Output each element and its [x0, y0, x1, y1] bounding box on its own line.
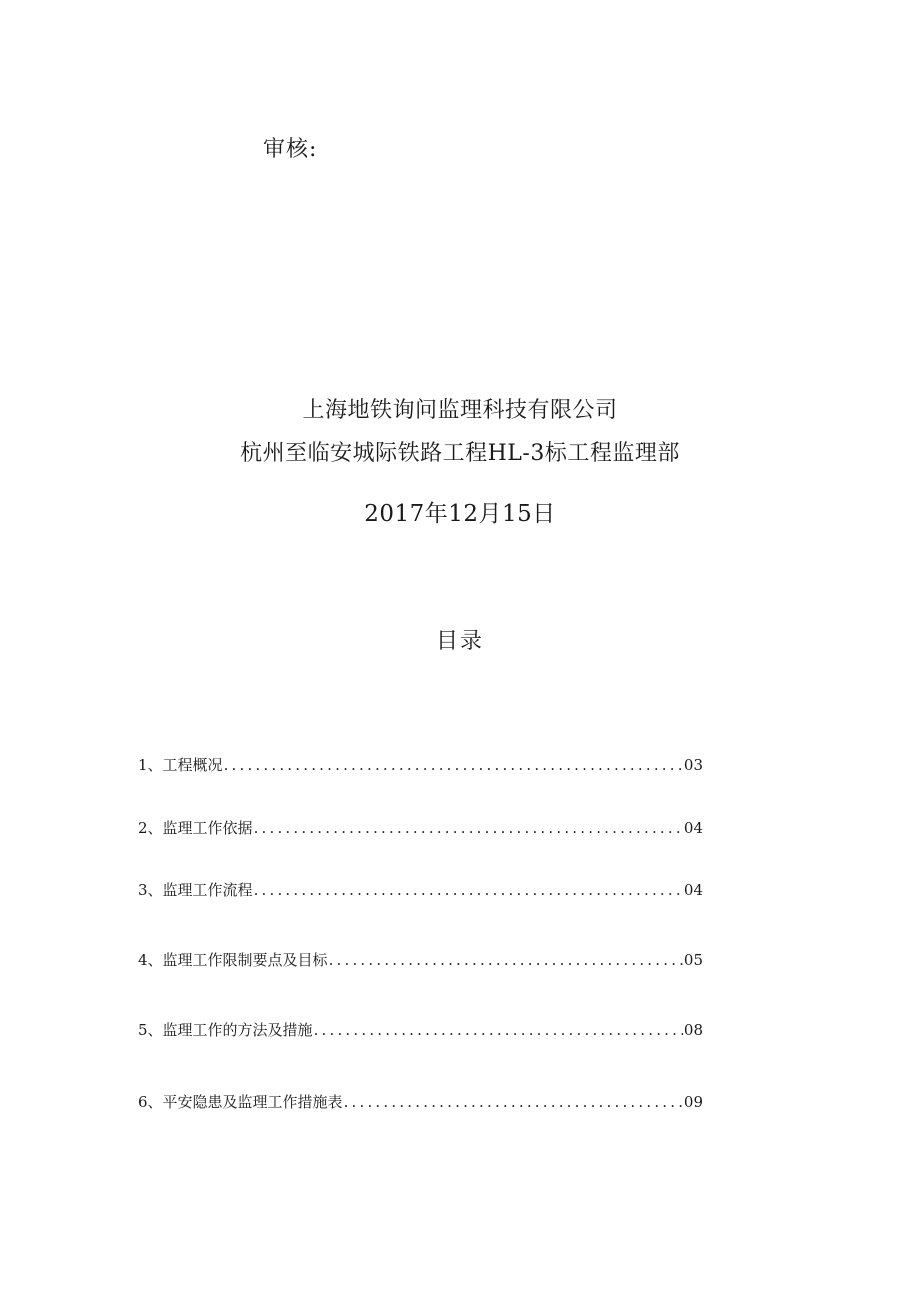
toc-item-label: 监理工作的方法及措施 [162, 1021, 313, 1039]
toc-item-page: 05 [683, 951, 703, 969]
toc-dot-leader [254, 819, 683, 837]
toc-item-number: 6、 [138, 1093, 163, 1111]
toc-item-number: 3、 [138, 881, 163, 899]
project-department: 杭州至临安城际铁路工程HL-3标工程监理部 [240, 441, 680, 466]
toc-dot-leader [329, 951, 683, 969]
toc-dot-leader [254, 881, 683, 899]
toc-item-label: 监理工作限制要点及目标 [162, 951, 328, 969]
toc-item[interactable] [138, 1091, 703, 1113]
toc-item-page: 04 [683, 819, 703, 837]
toc-item-page: 09 [683, 1093, 703, 1111]
toc-title: 目录 [435, 629, 484, 654]
toc-item[interactable] [138, 879, 703, 901]
toc-item[interactable] [138, 949, 703, 971]
toc-item-label: 监理工作流程 [162, 881, 253, 899]
toc-item-number: 1、 [138, 756, 163, 774]
company-name: 上海地铁询问监理科技有限公司 [302, 398, 618, 423]
toc-item[interactable] [138, 1019, 703, 1041]
reviewer-label: 审核: [263, 137, 318, 162]
toc-item[interactable] [138, 817, 703, 839]
toc-item[interactable] [138, 754, 703, 776]
toc-item-label: 工程概况 [162, 756, 223, 774]
toc-item-page: 03 [683, 756, 703, 774]
toc-item-label: 监理工作依据 [162, 819, 253, 837]
toc-dot-leader [224, 756, 683, 774]
toc-item-number: 2、 [138, 819, 163, 837]
toc-item-page: 08 [683, 1021, 703, 1039]
toc-item-page: 04 [683, 881, 703, 899]
toc-dot-leader [344, 1093, 683, 1111]
toc-item-label: 平安隐患及监理工作措施表 [162, 1093, 343, 1111]
toc-item-number: 4、 [138, 951, 163, 969]
toc-item-number: 5、 [138, 1021, 163, 1039]
toc-dot-leader [314, 1021, 683, 1039]
document-date: 2017年12月15日 [364, 501, 556, 527]
